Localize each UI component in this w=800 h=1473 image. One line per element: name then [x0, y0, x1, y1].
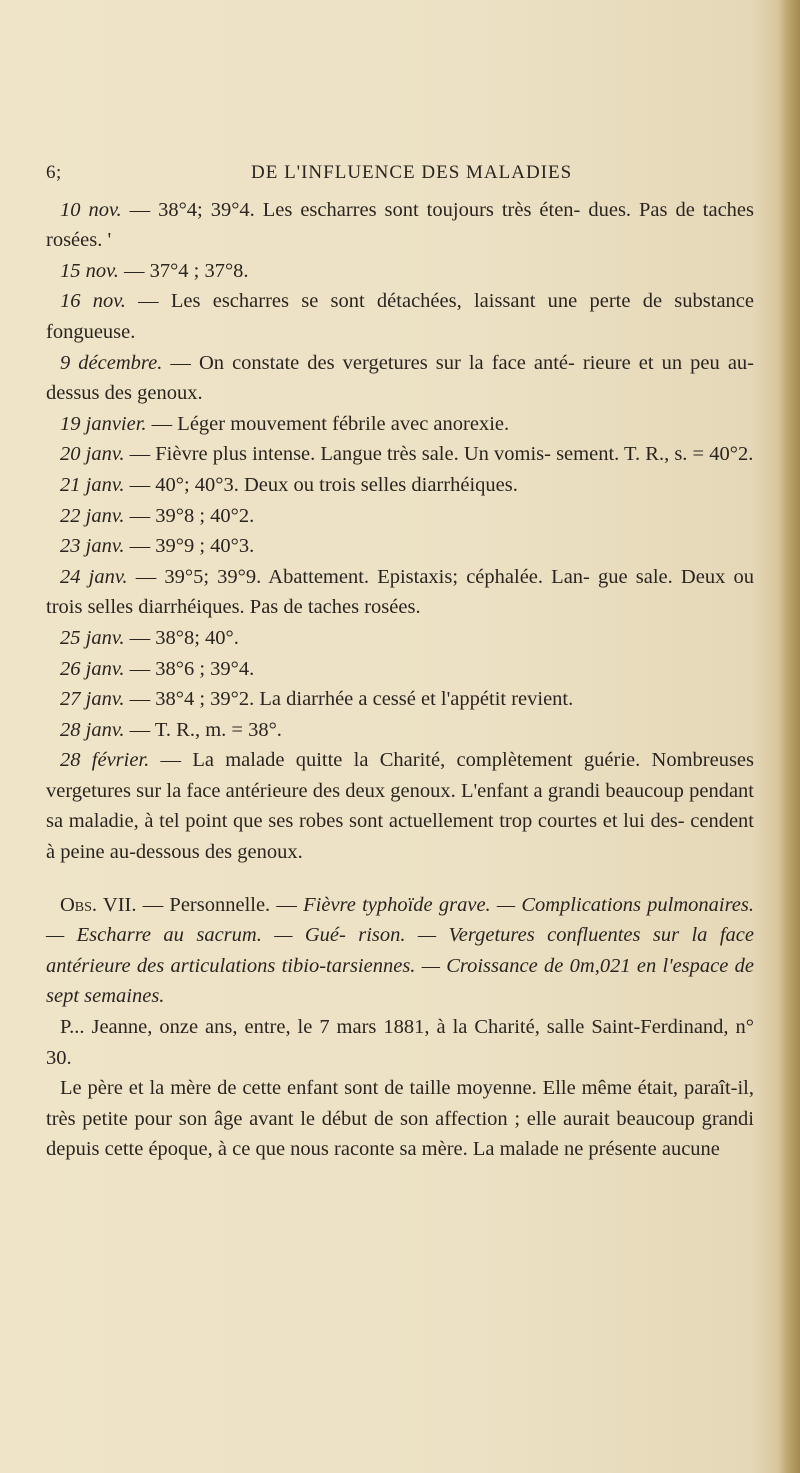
entry-text: — 38°6 ; 39°4.: [124, 657, 255, 680]
entry-text: — Fièvre plus intense. Langue très sale. Un vomis- sement. T. R., s. = 40°2.: [124, 443, 754, 466]
entry: [46, 348, 754, 409]
entry: [46, 745, 754, 867]
entry: [46, 654, 754, 685]
entry-date: 22 janv.: [60, 504, 125, 527]
running-title: DE L'INFLUENCE DES MALADIES: [251, 162, 573, 183]
observation-summary: Fièvre typhoïde grave. — Complications pulmonaires. — Escharre au sacrum. — Gué- rison. — Vergetures confluentes sur la face antérieure des articulations tibio-tarsiennes. — Croissance de 0m,021 en l'espace de sept semaines.: [46, 893, 754, 1008]
entry-date: 19 janvier.: [60, 412, 147, 435]
entry: [46, 501, 754, 532]
entry-date: 26 janv.: [60, 657, 125, 680]
paragraph: P... Jeanne, onze ans, entre, le 7 mars 1881, à la Charité, salle Saint-Ferdinand, n° 30.: [46, 1016, 754, 1069]
entry: [46, 256, 754, 287]
entry-date: 10 nov.: [60, 198, 122, 221]
entry-date: 16 nov.: [60, 290, 126, 313]
running-header: [46, 158, 754, 189]
entry-date: 25 janv.: [60, 626, 125, 649]
entry-text: — 39°8 ; 40°2.: [124, 504, 255, 527]
page-number: 6;: [46, 162, 62, 183]
entry: [46, 531, 754, 562]
entry-text: — Léger mouvement fébrile avec anorexie.: [146, 412, 510, 435]
entry-date: 28 janv.: [60, 718, 125, 741]
entry-text: — 37°4 ; 37°8.: [118, 259, 249, 282]
entry-text: — 38°4 ; 39°2. La diarrhée a cessé et l'appétit revient.: [124, 688, 574, 711]
entry: [46, 562, 754, 623]
page-edge-shadow: [778, 0, 800, 1473]
entry-text: — 39°9 ; 40°3.: [124, 535, 255, 558]
entry: [46, 623, 754, 654]
entry-text: — La malade quitte la Charité, complètement guérie. Nombreuses vergetures sur la face antérieure des deux genoux. L'enfant a grandi beaucoup pendant sa maladie, à tel point que ses robes sont actuellement trop courtes et lui des- cendent à peine au-dessous des genoux.: [46, 749, 754, 864]
entry-date: 24 janv.: [60, 565, 128, 588]
entry-text: — 38°8; 40°.: [124, 626, 239, 649]
entry: [46, 470, 754, 501]
entry-date: 21 janv.: [60, 473, 125, 496]
entry-text: — 39°5; 39°9. Abattement. Epistaxis; céphalée. Lan- gue sale. Deux ou trois selles diarrhéiques. Pas de taches rosées.: [46, 565, 754, 619]
entry-date: 28 février.: [60, 749, 150, 772]
entry: [46, 439, 754, 470]
entry-text: — 40°; 40°3. Deux ou trois selles diarrhéiques.: [124, 473, 518, 496]
observation-heading: [46, 890, 754, 1012]
observation-title: VII. — Personnelle. —: [97, 893, 304, 916]
entry: [46, 286, 754, 347]
entry-text: — 38°4; 39°4. Les escharres sont toujours très éten- dues. Pas de taches rosées. ': [46, 198, 754, 252]
entry: [46, 195, 754, 256]
entry-text: — On constate des vergetures sur la face anté- rieure et un peu au-dessus des genoux.: [46, 351, 755, 405]
page-content: [46, 158, 754, 1165]
entry: [46, 409, 754, 440]
entry-date: 27 janv.: [60, 688, 125, 711]
entry-date: 20 janv.: [60, 443, 125, 466]
entry-text: — T. R., m. = 38°.: [124, 718, 282, 741]
entry-date: 9 décembre.: [60, 351, 163, 374]
paragraph: Le père et la mère de cette enfant sont de taille moyenne. Elle même était, paraît-il, très petite pour son âge avant le début de son affection ; elle aurait beaucoup grandi depuis cette époque, à ce que nous raconte sa mère. La malade ne présente aucune: [46, 1077, 754, 1161]
entry-date: 23 janv.: [60, 535, 125, 558]
entry-text: — Les escharres se sont détachées, laissant une perte de substance fongueuse.: [46, 290, 754, 343]
observation-label: Obs.: [60, 893, 98, 916]
entry-date: 15 nov.: [60, 259, 119, 282]
entry: [46, 684, 754, 715]
entry: [46, 715, 754, 746]
